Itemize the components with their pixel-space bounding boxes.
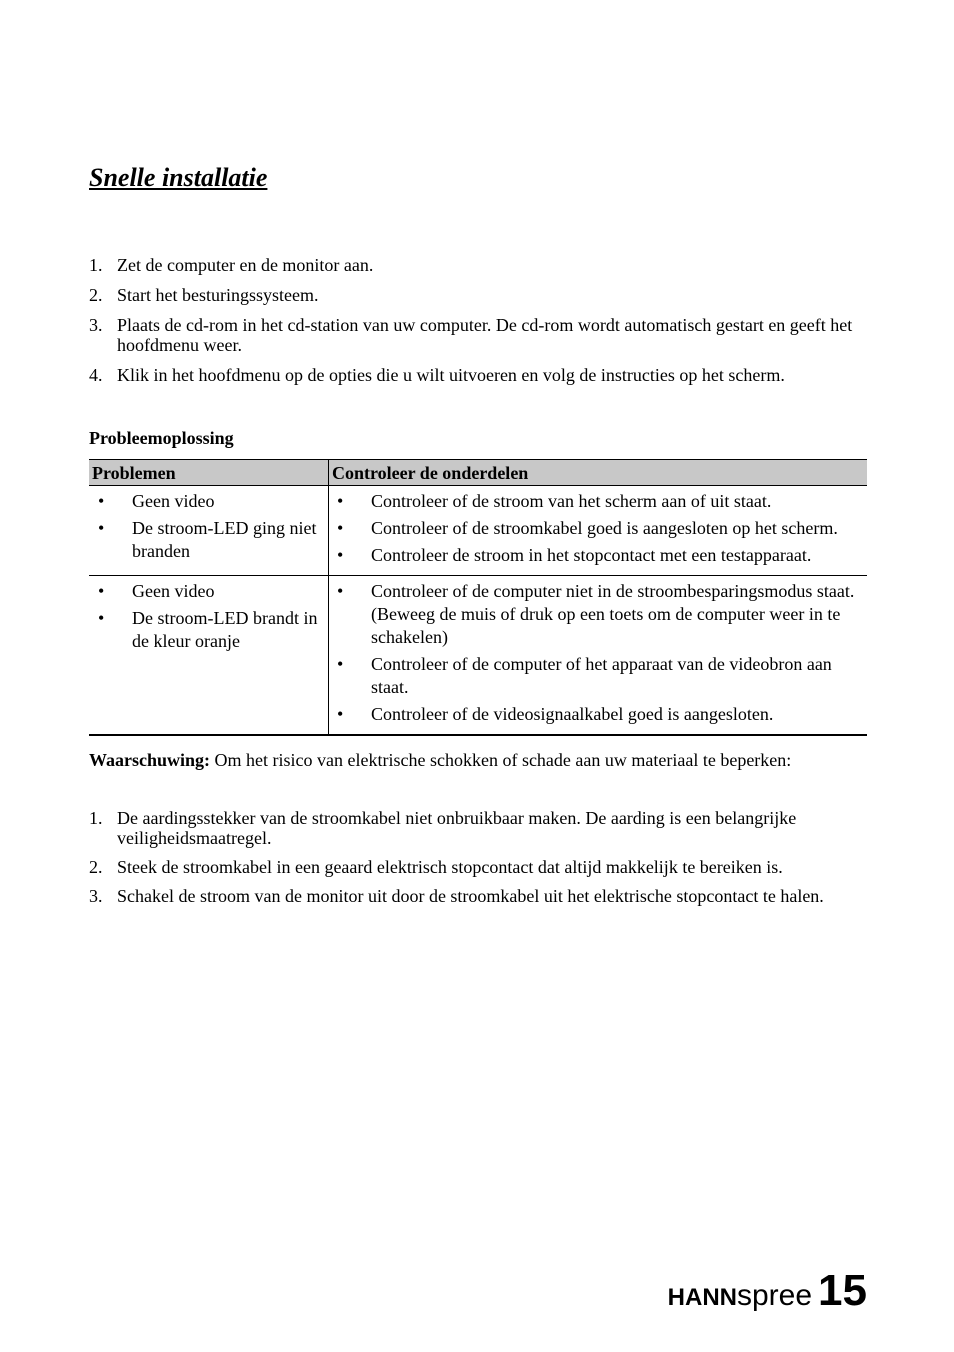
warning-paragraph — [89, 746, 869, 774]
step-text: Schakel de stroom van de monitor uit door de stroomkabel uit het elektrische stopcontact te halen. — [117, 886, 824, 906]
page-number: 15 — [818, 1266, 867, 1315]
warning-label: Waarschuwing: — [89, 750, 211, 770]
list-item: • De stroom-LED brandt in de kleur oranje — [89, 607, 328, 653]
list-item: • Geen video — [89, 580, 328, 603]
list-item — [89, 255, 869, 275]
list-item: • Controleer of de stroom van het scherm aan of uit staat. — [329, 490, 867, 513]
step-number: 4. — [89, 365, 103, 385]
logo-bold-part: HANN — [667, 1284, 737, 1311]
list-item: • Controleer of de videosignaalkabel goed is aangesloten. — [329, 703, 867, 726]
step-text: Klik in het hoofdmenu op de opties die u wilt uitvoeren en volg de instructies op het scherm. — [117, 365, 785, 385]
troubleshooting-table — [89, 459, 867, 736]
warning-text: Om het risico van elektrische schokken of schade aan uw materiaal te beperken: — [210, 750, 792, 770]
brand-logo — [668, 1279, 812, 1313]
list-item: • Geen video — [89, 490, 328, 513]
table-row — [89, 576, 867, 736]
step-number: 3. — [89, 315, 103, 335]
logo-light-part: spree — [737, 1279, 813, 1312]
problems-cell — [89, 486, 329, 576]
step-text: Steek de stroomkabel in een geaard elektrisch stopcontact dat altijd makkelijk te bereiken is. — [117, 857, 783, 877]
checks-cell — [329, 486, 868, 576]
list-item: • De stroom-LED ging niet branden — [89, 517, 328, 563]
page-footer — [668, 1266, 867, 1316]
problems-cell — [89, 576, 329, 736]
step-text: De aardingsstekker van de stroomkabel niet onbruikbaar maken. De aarding is een belangrijke veiligheidsmaatregel. — [117, 808, 797, 848]
step-number: 3. — [89, 886, 103, 906]
step-text: Plaats de cd-rom in het cd-station van uw computer. De cd-rom wordt automatisch gestart en geeft het hoofdmenu weer. — [117, 315, 853, 355]
step-number: 1. — [89, 255, 103, 275]
table-row — [89, 486, 867, 576]
list-item: • Controleer of de computer niet in de stroombesparingsmodus staat.(Beweeg de muis of druk op een toets om de computer weer in te schakelen) — [329, 580, 867, 649]
list-item — [89, 315, 869, 355]
table-header-row — [89, 460, 867, 486]
list-item: • Controleer de stroom in het stopcontact met een testapparaat. — [329, 544, 867, 567]
page-title: Snelle installatie — [89, 163, 268, 192]
list-item — [89, 808, 869, 848]
column-header-problems: Problemen — [89, 460, 329, 486]
step-text: Start het besturingssysteem. — [117, 285, 319, 305]
list-item — [89, 285, 869, 305]
step-number: 2. — [89, 857, 103, 877]
list-item: • Controleer of de computer of het apparaat van de videobron aan staat. — [329, 653, 867, 699]
list-item: • Controleer of de stroomkabel goed is aangesloten op het scherm. — [329, 517, 867, 540]
list-item — [89, 886, 869, 906]
step-number: 1. — [89, 808, 103, 828]
step-text: Zet de computer en de monitor aan. — [117, 255, 374, 275]
column-header-checks: Controleer de onderdelen — [329, 460, 868, 486]
list-item — [89, 365, 869, 385]
list-item — [89, 857, 869, 877]
warning-steps-list — [89, 808, 869, 915]
troubleshooting-heading: Probleemoplossing — [89, 428, 234, 448]
checks-cell — [329, 576, 868, 736]
install-steps-list — [89, 255, 869, 395]
step-number: 2. — [89, 285, 103, 305]
